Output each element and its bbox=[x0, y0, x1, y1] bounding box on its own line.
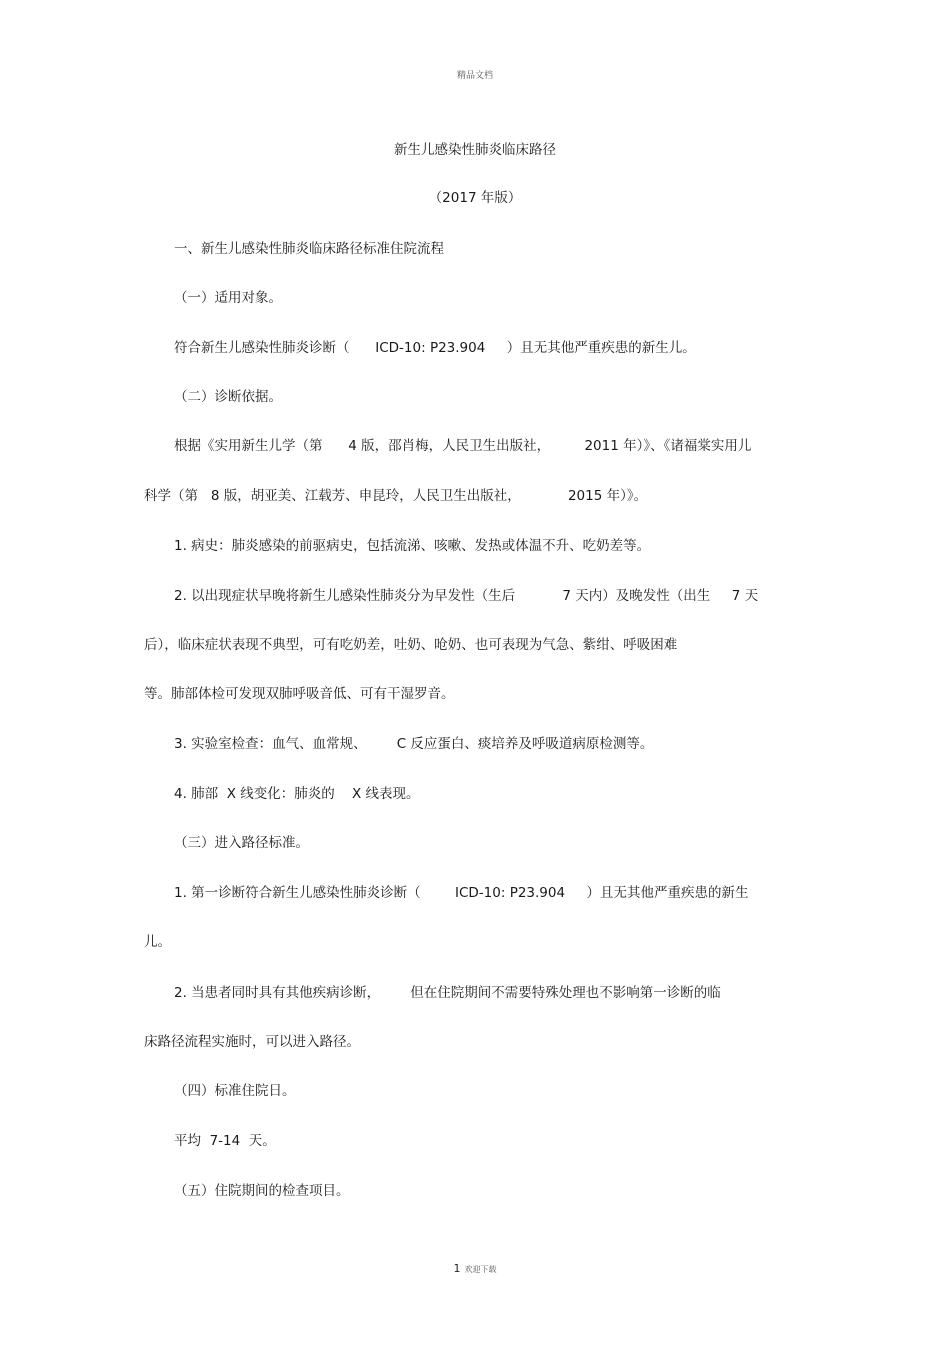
paragraph-line: 2. 以出现症状早晚将新生儿感染性肺炎分为早发性（生后 7 天内）及晚发性（出生 7 天 bbox=[174, 588, 759, 604]
document-edition: （2017 年版） bbox=[428, 190, 522, 206]
paragraph-line: 床路径流程实施时，可以进入路径。 bbox=[144, 1034, 360, 1050]
subsection-heading: （二）诊断依据。 bbox=[174, 389, 282, 405]
paragraph-line: 3. 实验室检查：血气、血常规、 C 反应蛋白、痰培养及呼吸道病原检测等。 bbox=[174, 736, 654, 752]
page-header: 精品文档 bbox=[456, 71, 493, 81]
subsection-heading: （五）住院期间的检查项目。 bbox=[174, 1183, 350, 1199]
document-title: 新生儿感染性肺炎临床路径 bbox=[394, 142, 556, 158]
paragraph-line: 1. 第一诊断符合新生儿感染性肺炎诊断（ ICD-10: P23.904 ）且无其他严重疾患的新生 bbox=[174, 885, 749, 901]
page-number: 1 bbox=[453, 1262, 461, 1275]
paragraph-line: 平均 7-14 天。 bbox=[174, 1133, 276, 1149]
paragraph-line: 儿。 bbox=[144, 934, 171, 950]
paragraph-line: 科学（第 8 版，胡亚美、江载芳、申昆玲，人民卫生出版社， 2015 年）》。 bbox=[144, 488, 648, 504]
paragraph-line: 后），临床症状表现不典型，可有吃奶差，吐奶、呛奶、也可表现为气急、紫绀、呼吸困难 bbox=[144, 637, 678, 653]
section-heading-1: 一、新生儿感染性肺炎临床路径标准住院流程 bbox=[174, 241, 444, 257]
paragraph-line: 符合新生儿感染性肺炎诊断（ ICD-10: P23.904 ）且无其他严重疾患的新生儿。 bbox=[174, 340, 696, 356]
paragraph-line: 根据《实用新生儿学（第 4 版，邵肖梅，人民卫生出版社， 2011 年）》、《诸福棠实用儿 bbox=[174, 438, 752, 454]
footer-note: 欢迎下载 bbox=[464, 1265, 497, 1274]
paragraph-line: 1. 病史：肺炎感染的前驱病史，包括流涕、咳嗽、发热或体温不升、吃奶差等。 bbox=[174, 538, 651, 554]
paragraph-line: 4. 肺部 X 线变化：肺炎的 X 线表现。 bbox=[174, 786, 420, 802]
subsection-heading: （四）标准住院日。 bbox=[174, 1083, 296, 1099]
subsection-heading: （三）进入路径标准。 bbox=[174, 835, 309, 851]
page-footer bbox=[0, 1262, 950, 1275]
subsection-heading: （一）适用对象。 bbox=[174, 290, 282, 306]
paragraph-line: 等。肺部体检可发现双肺呼吸音低、可有干湿罗音。 bbox=[144, 686, 455, 702]
paragraph-line: 2. 当患者同时具有其他疾病诊断， 但在住院期间不需要特殊处理也不影响第一诊断的临 bbox=[174, 985, 721, 1001]
